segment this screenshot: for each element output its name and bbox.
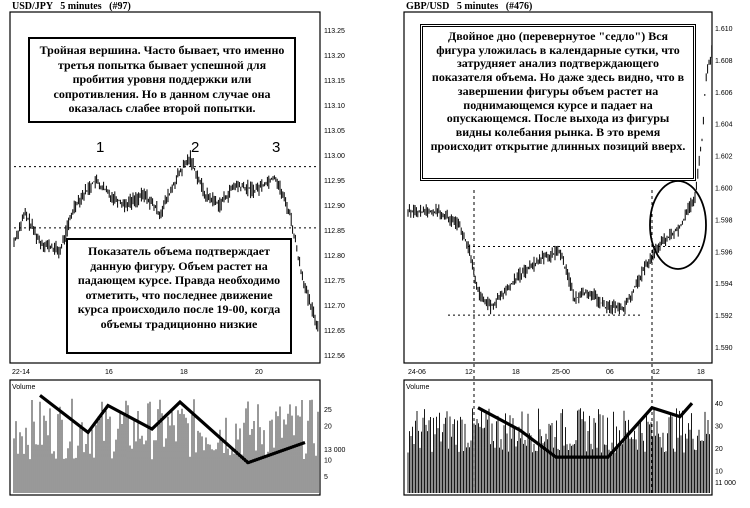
gbpusd-volume-panel — [404, 380, 736, 495]
y-tick-label: 1.604 — [715, 121, 733, 129]
y-tick-label: 1.594 — [715, 281, 733, 289]
gbpusd-x-axis — [408, 369, 705, 376]
y-tick-label: 113.05 — [324, 128, 345, 135]
x-tick-label: 12 — [652, 369, 660, 376]
volume-y-tick: 10 — [324, 457, 332, 465]
y-tick-label: 112.75 — [324, 278, 345, 285]
y-tick-label: 113.15 — [324, 78, 345, 85]
y-tick-label: 1.610 — [715, 26, 733, 33]
gbpusd-volume-y-axis — [715, 401, 736, 487]
y-tick-label: 1.606 — [715, 89, 733, 97]
gbpusd-volume-header: Volume — [406, 384, 430, 391]
gbpusd-header: GBP/USD 5 minutes (#476) — [406, 1, 533, 12]
y-tick-label: 1.590 — [715, 345, 733, 352]
y-tick-label: 113.00 — [324, 153, 345, 160]
volume-y-tick: 40 — [715, 401, 723, 409]
double-bottom-annotation: Двойное дно (перевернутое "седло") Вся фигура уложилась в календарные сутки, что затрудняет анализ подтверждающего показателя объема. Но даже здесь видно, что в завершении фигуры объем растет на поднимающемся курсе и падает на опускающемся. После выхода из фигуры видны колебания рынка. В это время происходит открытие длинных позиций вверх. — [420, 24, 696, 181]
x-tick-label: 24-06 — [408, 369, 426, 376]
y-tick-label: 1.596 — [715, 249, 733, 257]
y-tick-label: 1.608 — [715, 57, 733, 65]
y-tick-label: 112.85 — [324, 228, 345, 235]
y-tick-label: 112.80 — [324, 253, 345, 260]
y-tick-label: 112.65 — [324, 328, 345, 335]
y-tick-label: 112.70 — [324, 303, 345, 310]
peak-label: 3 — [272, 139, 281, 156]
y-tick-label: 112.56 — [324, 353, 345, 360]
volume-y-tick: 11 000 — [715, 479, 736, 487]
volume-y-tick: 5 — [324, 474, 328, 482]
x-tick-label: 22-14 — [12, 369, 30, 376]
x-tick-label: 18 — [180, 369, 188, 376]
y-tick-label: 113.25 — [324, 28, 345, 35]
peak-label: 2 — [191, 139, 200, 156]
volume-y-tick: 25 — [324, 406, 332, 414]
volume-y-tick: 10 — [715, 468, 723, 476]
y-tick-label: 1.600 — [715, 185, 733, 193]
gbpusd-y-axis — [715, 26, 733, 352]
y-tick-label: 113.20 — [324, 53, 345, 60]
usdjpy-volume-header: Volume — [12, 384, 36, 391]
y-tick-label: 1.592 — [715, 313, 733, 321]
usdjpy-volume-y-axis — [324, 407, 346, 481]
x-tick-label: 16 — [105, 369, 113, 376]
usdjpy-volume-panel — [10, 380, 346, 495]
volume-confirm-annotation: Показатель объема подтверждает данную фигуру. Объем растет на падающем курсе. Правда необходимо отметить, что последнее движение курса происходило после 19-00, когда объемы традиционно низкие — [66, 238, 292, 354]
usdjpy-x-axis — [12, 369, 263, 376]
volume-y-tick: 20 — [324, 423, 332, 431]
y-tick-label: 112.95 — [324, 178, 345, 185]
x-tick-label: 18 — [512, 369, 520, 376]
y-tick-label: 1.598 — [715, 217, 733, 225]
y-tick-label: 113.10 — [324, 103, 345, 110]
x-tick-label: 25-00 — [552, 369, 570, 376]
volume-y-tick: 30 — [715, 423, 723, 431]
x-tick-label: 20 — [255, 369, 263, 376]
y-tick-label: 1.602 — [715, 153, 733, 161]
peak-label: 1 — [96, 139, 105, 156]
y-tick-label: 112.90 — [324, 203, 345, 210]
usdjpy-y-axis — [324, 28, 345, 360]
triple-top-annotation: Тройная вершина. Часто бывает, что именно третья попытка бывает успешной для пробития уровня поддержки или сопротивления. Но в данном случае она оказалась слабее второй попытки. — [28, 37, 296, 123]
usdjpy-header: USD/JPY 5 minutes (#97) — [12, 1, 131, 12]
volume-y-tick: 13 000 — [324, 447, 346, 455]
x-tick-label: 18 — [697, 369, 705, 376]
x-tick-label: 06 — [606, 369, 614, 376]
volume-y-tick: 20 — [715, 446, 723, 454]
x-tick-label: 12 — [465, 369, 473, 376]
